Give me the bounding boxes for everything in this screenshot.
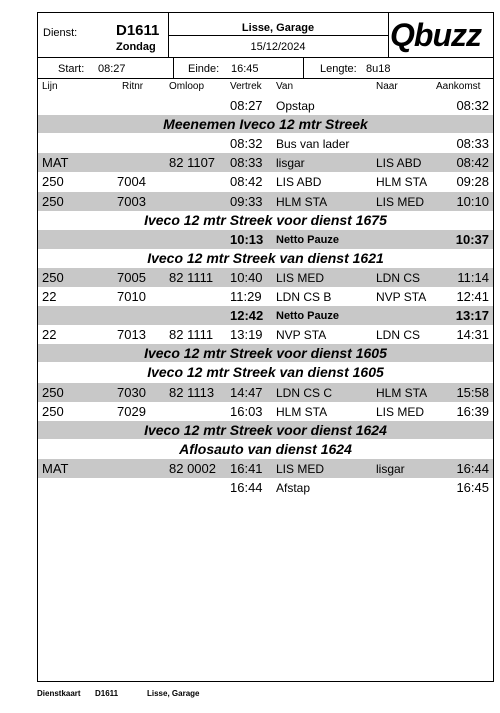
pause-row — [38, 306, 493, 325]
cell-van: Opstap — [276, 99, 315, 113]
einde-time: 16:45 — [231, 63, 259, 75]
cell-vertrek: 10:40 — [230, 269, 263, 285]
cell-ritnr: 7010 — [117, 289, 146, 304]
cell-aankomst: 11:14 — [457, 269, 489, 285]
start-time: 08:27 — [98, 63, 126, 75]
table-row — [38, 287, 493, 306]
cell-pause-label: Netto Pauze — [276, 233, 339, 246]
pause-row — [38, 230, 493, 249]
cell-aankomst: 12:41 — [456, 289, 489, 304]
cell-vertrek: 09:33 — [230, 193, 263, 209]
cell-vertrek: 12:42 — [230, 308, 264, 324]
cell-vertrek: 13:19 — [230, 327, 263, 343]
column-headers — [38, 81, 493, 93]
cell-naar: LIS MED — [376, 194, 425, 209]
cell-van: LIS ABD — [276, 175, 322, 190]
cell-vertrek: 08:32 — [230, 136, 263, 152]
cell-lijn: 22 — [42, 327, 57, 343]
cell-aankomst: 15:58 — [456, 384, 489, 400]
cell-aankomst: 13:17 — [455, 308, 489, 324]
cell-lijn: 250 — [42, 269, 64, 285]
cell-aankomst: 10:37 — [455, 231, 489, 247]
table-row — [38, 192, 493, 211]
cell-naar: LIS ABD — [376, 156, 422, 171]
cell-vertrek: 08:33 — [230, 155, 263, 171]
cell-omloop: 82 1107 — [169, 155, 216, 171]
cell-pause-label: Netto Pauze — [276, 310, 339, 323]
table-row — [38, 325, 493, 344]
table-row — [38, 268, 493, 287]
cell-lijn: MAT — [42, 155, 69, 171]
cell-lijn: 22 — [42, 289, 57, 304]
cell-naar: LIS MED — [376, 404, 425, 419]
cell-aankomst: 09:28 — [456, 174, 489, 190]
cell-naar: HLM STA — [376, 175, 428, 190]
cell-ritnr: 7003 — [117, 193, 146, 209]
cell-omloop: 82 0002 — [169, 460, 216, 476]
section-banner: Iveco 12 mtr Streek voor dienst 1624 — [38, 421, 493, 439]
col-aankomst: Aankomst — [436, 81, 481, 92]
cell-van: HLM STA — [276, 194, 328, 209]
col-vertrek: Vertrek — [230, 81, 262, 92]
cell-van: LIS MED — [276, 461, 325, 476]
cell-vertrek: 16:44 — [230, 480, 263, 495]
section-banner: Aflosauto van dienst 1624 — [179, 440, 352, 457]
dienst-code: D1611 — [116, 22, 160, 39]
cell-ritnr: 7005 — [117, 269, 146, 285]
table-row — [38, 134, 493, 153]
col-ritnr: Ritnr — [122, 81, 144, 92]
section-banner: Iveco 12 mtr Streek voor dienst 1605 — [38, 344, 493, 362]
date-label: 15/12/2024 — [250, 41, 306, 53]
cell-lijn: MAT — [42, 460, 69, 476]
col-van: Van — [276, 81, 294, 92]
col-naar: Naar — [376, 81, 398, 92]
table-row — [38, 478, 493, 497]
cell-ritnr: 7030 — [117, 384, 146, 400]
table-row — [38, 153, 493, 172]
cell-van: Afstap — [276, 481, 311, 495]
cell-aankomst: 10:10 — [456, 193, 489, 209]
cell-aankomst: 08:42 — [456, 155, 489, 171]
table-row — [38, 383, 493, 402]
section-banner: Iveco 12 mtr Streek van dienst 1605 — [147, 364, 384, 381]
cell-naar: LDN CS — [376, 328, 421, 343]
cell-lijn: 250 — [42, 403, 64, 419]
col-omloop: Omloop — [169, 81, 205, 92]
col-lijn: Lijn — [42, 81, 58, 92]
cell-vertrek: 16:41 — [230, 460, 263, 476]
einde-label: Einde: — [188, 63, 220, 75]
cell-ritnr: 7029 — [117, 403, 146, 419]
cell-lijn: 250 — [42, 193, 64, 209]
cell-aankomst: 08:32 — [456, 98, 489, 113]
cell-van: Bus van lader — [276, 137, 350, 152]
cell-aankomst: 14:31 — [456, 327, 489, 343]
table-row — [38, 172, 493, 191]
cell-van: lisgar — [276, 156, 305, 171]
cell-van: NVP STA — [276, 328, 327, 343]
section-banner: Iveco 12 mtr Streek van dienst 1621 — [147, 249, 384, 266]
cell-omloop: 82 1111 — [169, 269, 214, 285]
table-row — [38, 96, 493, 115]
day-label: Zondag — [116, 41, 156, 53]
cell-van: HLM STA — [276, 404, 328, 419]
duty-card-frame — [37, 12, 494, 682]
cell-lijn: 250 — [42, 174, 64, 190]
cell-vertrek: 08:42 — [230, 174, 263, 190]
cell-aankomst: 16:44 — [456, 460, 489, 476]
cell-van: LDN CS C — [276, 385, 333, 400]
cell-aankomst: 16:45 — [456, 480, 489, 495]
cell-van: LDN CS B — [276, 290, 332, 304]
cell-ritnr: 7004 — [117, 174, 146, 190]
cell-omloop: 82 1111 — [169, 327, 214, 343]
footer-title: Dienstkaart — [37, 689, 81, 698]
cell-naar: LDN CS — [376, 270, 421, 285]
cell-vertrek: 14:47 — [230, 384, 263, 400]
footer-code: D1611 — [95, 689, 119, 698]
cell-naar: HLM STA — [376, 385, 428, 400]
section-banner: Iveco 12 mtr Streek voor dienst 1675 — [144, 211, 387, 228]
table-row — [38, 459, 493, 478]
footer-location: Lisse, Garage — [147, 689, 200, 698]
header — [38, 13, 493, 57]
lengte-value: 8u18 — [366, 63, 391, 75]
cell-naar: NVP STA — [376, 290, 427, 304]
cell-vertrek: 11:29 — [230, 289, 262, 304]
cell-lijn: 250 — [42, 384, 64, 400]
dienst-label: Dienst: — [43, 27, 78, 39]
cell-aankomst: 08:33 — [456, 136, 489, 152]
cell-omloop: 82 1113 — [169, 384, 215, 400]
cell-ritnr: 7013 — [117, 327, 146, 343]
time-summary-row — [38, 58, 493, 78]
cell-vertrek: 16:03 — [230, 403, 263, 419]
start-label: Start: — [58, 63, 85, 75]
cell-vertrek: 10:13 — [230, 231, 264, 247]
cell-van: LIS MED — [276, 270, 325, 285]
cell-vertrek: 08:27 — [230, 98, 263, 113]
lengte-label: Lengte: — [320, 63, 357, 75]
section-banner: Meenemen Iveco 12 mtr Streek — [38, 115, 493, 133]
location-label: Lisse, Garage — [241, 22, 315, 34]
qbuzz-logo: Qbuzz — [390, 17, 481, 53]
cell-naar: lisgar — [376, 461, 405, 476]
cell-aankomst: 16:39 — [456, 403, 489, 419]
table-row — [38, 402, 493, 421]
